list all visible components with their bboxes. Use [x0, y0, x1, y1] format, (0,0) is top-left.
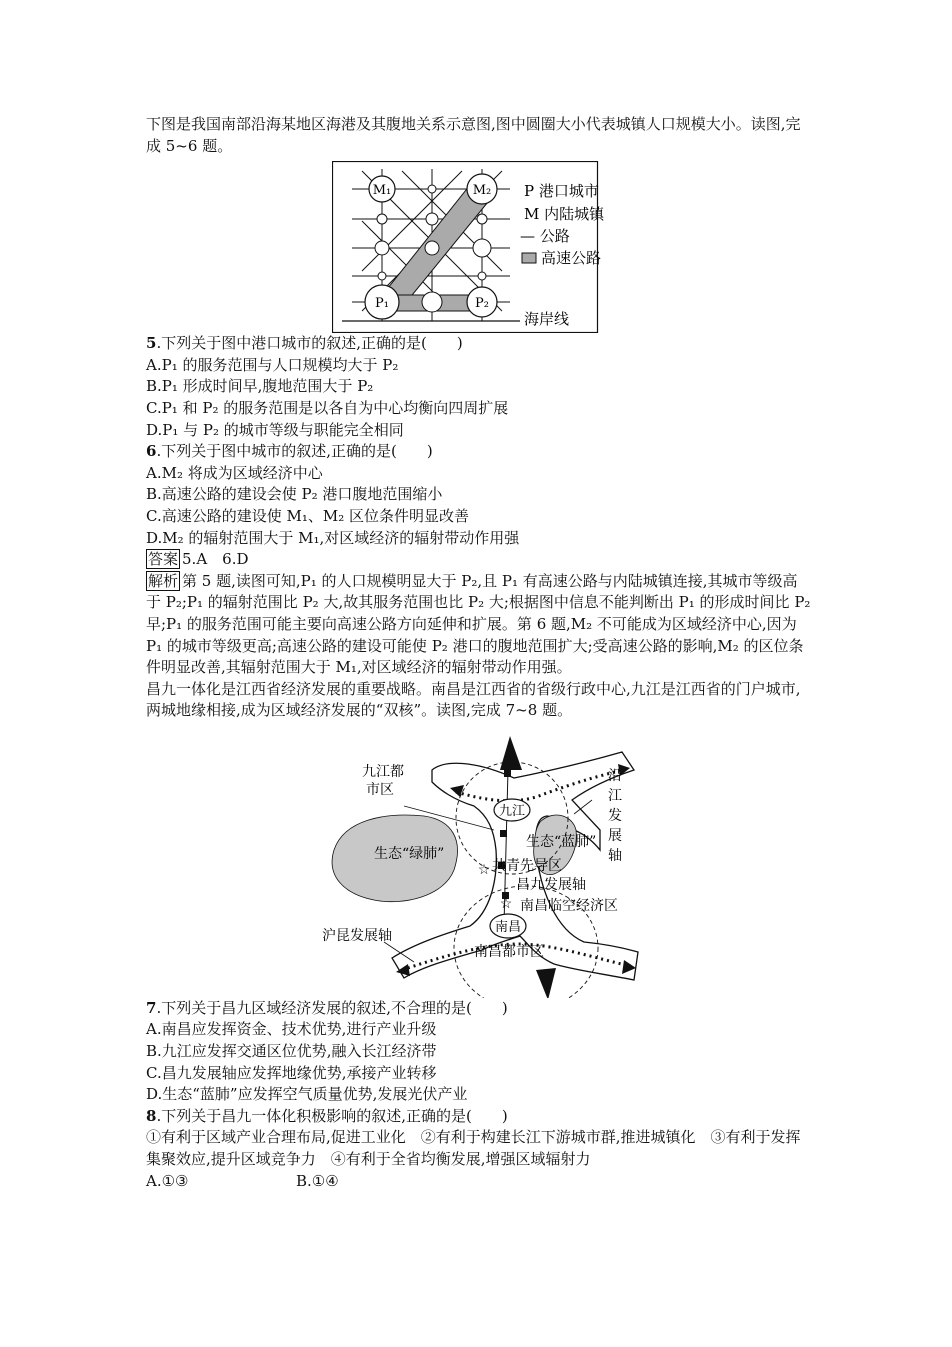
- q7-option-a[interactable]: A.南昌应发挥资金、技术优势,进行产业升级: [146, 1020, 437, 1039]
- legend-highway-swatch: [522, 253, 536, 263]
- q6-option-c[interactable]: C.高速公路的建设使 M₁、M₂ 区位条件明显改善: [146, 506, 469, 525]
- q7-number: 7: [146, 998, 157, 1017]
- gongqing-label: 共青先导区: [492, 857, 562, 874]
- q7-option-b[interactable]: B.九江应发挥交通区位优势,融入长江经济带: [146, 1042, 437, 1061]
- intro-5-6: 下图是我国南部沿海某地区海港及其腹地关系示意图,图中圆圈大小代表城镇人口规模大小。读图,完成 5~6 题。: [146, 115, 801, 155]
- analysis-text: 第 5 题,读图可知,P₁ 的人口规模明显大于 P₂,且 P₁ 有高速公路与内陆城镇连接,其城市等级高于 P₂;P₁ 的辐射范围比 P₂ 大,故其服务范围也比 P₂ 大;根据图中信息不能判断出 P₁ 的形成时间比 P₂ 早;P₁ 的服务范围可能主要向高速公路方向延伸和扩展。第 6 题,M₂ 不可能成为区域经济中心,因为 P₁ 的城市等级更高;高速公路的建设可能使 P₂ 港口的腹地范围扩大;受高速公路的影响,M₂ 的区位条件明显改善,其辐射范围大于 M₁,对区域经济的辐射带动作用强。: [146, 571, 811, 677]
- q6-option-a[interactable]: A.M₂ 将成为区域经济中心: [146, 463, 323, 482]
- legend-port: P 港口城市: [524, 182, 599, 201]
- yangtze-axis-label: [608, 768, 622, 864]
- nanchang-metro-label: 南昌都市区: [474, 943, 544, 960]
- question-6: [146, 441, 812, 549]
- blue-lung-label: 生态“蓝肺”: [526, 833, 597, 850]
- q7-option-d[interactable]: D.生态“蓝肺”应发挥空气质量优势,发展光伏产业: [146, 1085, 468, 1104]
- analysis-tag: 解析: [148, 571, 179, 590]
- q8-options-row: [146, 1171, 812, 1193]
- changjiu-map-figure: [304, 730, 654, 998]
- q8-stem: .下列关于昌九一体化积极影响的叙述,正确的是( ): [156, 1106, 508, 1125]
- q5-option-c[interactable]: C.P₁ 和 P₂ 的服务范围是以各自为中心均衡向四周扩展: [146, 398, 509, 417]
- q5-option-a[interactable]: A.P₁ 的服务范围与人口规模均大于 P₂: [146, 355, 399, 374]
- q8-statements: ①有利于区域产业合理布局,促进工业化 ②有利于构建长江下游城市群,推进城镇化 ③有利于发挥集聚效应,提升区域竞争力 ④有利于全省均衡发展,增强区域辐射力: [146, 1128, 801, 1169]
- q5-number: 5: [146, 334, 157, 353]
- q6-number: 6: [146, 442, 157, 461]
- airport-zone-label: 南昌临空经济区: [520, 897, 618, 914]
- yangtze-axis-char-1: 沿: [608, 767, 622, 784]
- jiujiang-label: 九江: [498, 803, 526, 819]
- jiujiang-metro-label-1: 九江都: [362, 763, 404, 780]
- yangtze-axis-char-3: 发: [608, 807, 622, 824]
- hukun-axis-label: 沪昆发展轴: [322, 927, 392, 944]
- analysis-paragraph: [146, 571, 812, 679]
- q8-option-a[interactable]: A.①③: [146, 1171, 189, 1190]
- p2-label: P₂: [475, 296, 489, 312]
- q5-option-b[interactable]: B.P₁ 形成时间早,腹地范围大于 P₂: [146, 377, 374, 396]
- answer-text: 5.A 6.D: [182, 550, 249, 569]
- legend-road: — 公路: [520, 227, 570, 246]
- q8-option-b[interactable]: B.①④: [296, 1171, 339, 1190]
- changjiu-map: [304, 730, 654, 998]
- m2-label: M₂: [472, 183, 492, 199]
- q7-option-c[interactable]: C.昌九发展轴应发挥地缘优势,承接产业转移: [146, 1063, 437, 1082]
- legend-highway: 高速公路: [541, 249, 602, 268]
- yangtze-axis-char-2: 江: [608, 787, 622, 804]
- q5-stem: .下列关于图中港口城市的叙述,正确的是( ): [156, 334, 463, 353]
- q6-option-d[interactable]: D.M₂ 的辐射范围大于 M₁,对区域经济的辐射带动作用强: [146, 528, 520, 547]
- p1-label: P₁: [375, 296, 389, 312]
- port-hinterland-figure: [332, 161, 622, 333]
- changjiu-axis-label: 昌九发展轴: [516, 876, 586, 893]
- q6-stem: .下列关于图中城市的叙述,正确的是( ): [156, 442, 433, 461]
- port-hinterland-diagram: [332, 161, 622, 333]
- question-7: [146, 998, 812, 1106]
- yangtze-axis-char-4: 展: [608, 827, 622, 844]
- question-8: [146, 1106, 812, 1192]
- answer-tag: 答案: [148, 550, 179, 569]
- m1-label: M₁: [372, 183, 392, 199]
- q7-stem: .下列关于昌九区域经济发展的叙述,不合理的是( ): [156, 998, 508, 1017]
- jiujiang-metro-label-2: 市区: [366, 781, 394, 798]
- question-5: [146, 333, 812, 441]
- green-lung-label: 生态“绿肺”: [374, 845, 445, 862]
- intro-7-8: 昌九一体化是江西省经济发展的重要战略。南昌是江西省的省级行政中心,九江是江西省的门户城市,两城地缘相接,成为区域经济发展的“双核”。读图,完成 7~8 题。: [146, 679, 801, 720]
- yangtze-axis-char-5: 轴: [608, 847, 622, 864]
- coastline-label: 海岸线: [524, 310, 570, 329]
- legend-inland: M 内陆城镇: [524, 205, 605, 224]
- page-content: [146, 114, 812, 1192]
- q5-option-d[interactable]: D.P₁ 与 P₂ 的城市等级与职能完全相同: [146, 420, 404, 439]
- q8-number: 8: [146, 1106, 157, 1125]
- nanchang-label: 南昌: [494, 919, 522, 935]
- gongqing-star-icon: ☆: [477, 861, 491, 878]
- q6-option-b[interactable]: B.高速公路的建设会使 P₂ 港口腹地范围缩小: [146, 485, 443, 504]
- answer-line: [146, 549, 812, 571]
- airport-star-icon: ☆: [499, 895, 513, 912]
